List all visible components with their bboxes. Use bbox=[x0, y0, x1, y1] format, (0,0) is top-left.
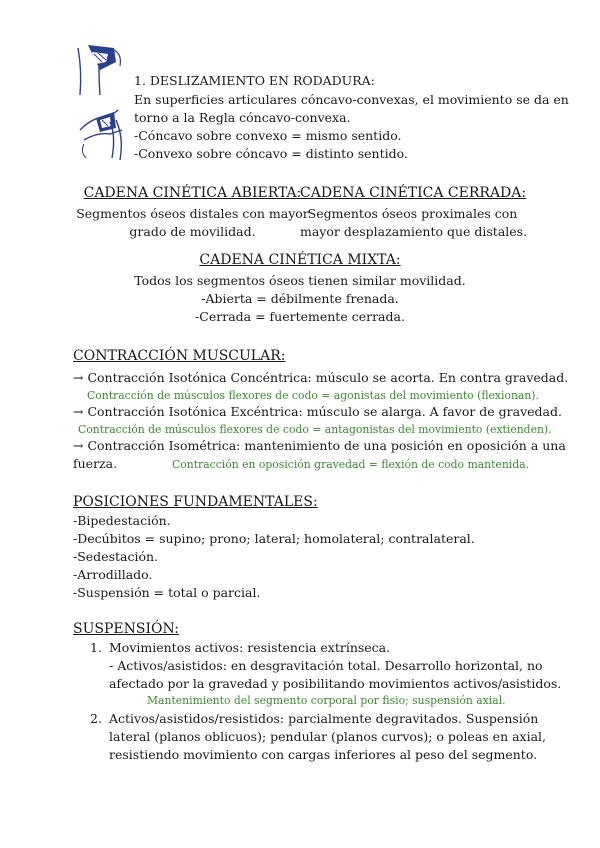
posiciones-title: POSICIONES FUNDAMENTALES: bbox=[73, 494, 318, 510]
section1-title: 1. DESLIZAMIENTO EN RODADURA: bbox=[134, 73, 375, 88]
cadena-cerrada-text: mayor desplazamiento que distales. bbox=[300, 224, 528, 239]
suspension-item: lateral (planos oblicuos); pendular (planos curvos); o poleas en axial, bbox=[109, 729, 547, 744]
contraccion-note: Contracción de músculos flexores de codo = antagonistas del movimiento (extienden). bbox=[78, 423, 552, 436]
posiciones-item: -Bipedestación. bbox=[73, 513, 171, 528]
suspension-num-2: 2. bbox=[90, 711, 102, 726]
contraccion-item: fuerza. bbox=[73, 456, 118, 471]
contraccion-note: Contracción en oposición gravedad = flexión de codo mantenida. bbox=[172, 458, 530, 471]
suspension-title: SUSPENSIÓN: bbox=[73, 621, 179, 637]
contraccion-item: → Contracción Isotónica Excéntrica: músculo se alarga. A favor de gravedad. bbox=[73, 404, 562, 419]
cadena-cerrada-text: Segmentos óseos proximales con bbox=[307, 206, 518, 221]
posiciones-item: -Suspensión = total o parcial. bbox=[73, 585, 261, 600]
cadena-cerrada-title: CADENA CINÉTICA CERRADA: bbox=[300, 185, 527, 201]
suspension-note: Mantenimiento del segmento corporal por fisio; suspensión axial. bbox=[147, 694, 506, 707]
cadena-mixta-text: Todos los segmentos óseos tienen similar movilidad. bbox=[134, 273, 466, 288]
section1-line: torno a la Regla cóncavo-convexa. bbox=[134, 110, 351, 125]
cadena-mixta-title: CADENA CINÉTICA MIXTA: bbox=[199, 252, 401, 268]
posiciones-item: -Arrodillado. bbox=[73, 567, 153, 582]
posiciones-item: -Sedestación. bbox=[73, 549, 159, 564]
section1-line: -Convexo sobre cóncavo = distinto sentido. bbox=[134, 146, 408, 161]
contraccion-title: CONTRACCIÓN MUSCULAR: bbox=[73, 348, 286, 364]
joint-illustration bbox=[70, 40, 130, 165]
suspension-item: - Activos/asistidos: en desgravitación total. Desarrollo horizontal, no bbox=[109, 658, 543, 673]
cadena-abierta-title: CADENA CINÉTICA ABIERTA: bbox=[83, 185, 302, 201]
suspension-item: Movimientos activos: resistencia extrínseca. bbox=[109, 640, 391, 655]
cadena-abierta-text: grado de movilidad. bbox=[129, 224, 256, 239]
contraccion-note: Contracción de músculos flexores de codo = agonistas del movimiento (flexionan). bbox=[87, 389, 539, 402]
section1-line: En superficies articulares cóncavo-convexas, el movimiento se da en bbox=[134, 92, 569, 107]
cadena-mixta-text: -Abierta = débilmente frenada. bbox=[201, 291, 399, 306]
suspension-item: resistiendo movimiento con cargas inferiores al peso del segmento. bbox=[109, 747, 538, 762]
suspension-item: Activos/asistidos/resistidos: parcialmente degravitados. Suspensión bbox=[109, 711, 539, 726]
cadena-abierta-text: Segmentos óseos distales con mayor bbox=[76, 206, 309, 221]
cadena-mixta-text: -Cerrada = fuertemente cerrada. bbox=[195, 309, 405, 324]
suspension-item: afectado por la gravedad y posibilitando movimientos activos/asistidos. bbox=[109, 676, 562, 691]
section1-line: -Cóncavo sobre convexo = mismo sentido. bbox=[134, 128, 402, 143]
suspension-num-1: 1. bbox=[90, 640, 102, 655]
contraccion-item: → Contracción Isométrica: mantenimiento de una posición en oposición a una bbox=[73, 438, 566, 453]
posiciones-item: -Decúbitos = supino; prono; lateral; homolateral; contralateral. bbox=[73, 531, 475, 546]
contraccion-item: → Contracción Isotónica Concéntrica: músculo se acorta. En contra gravedad. bbox=[73, 370, 569, 385]
